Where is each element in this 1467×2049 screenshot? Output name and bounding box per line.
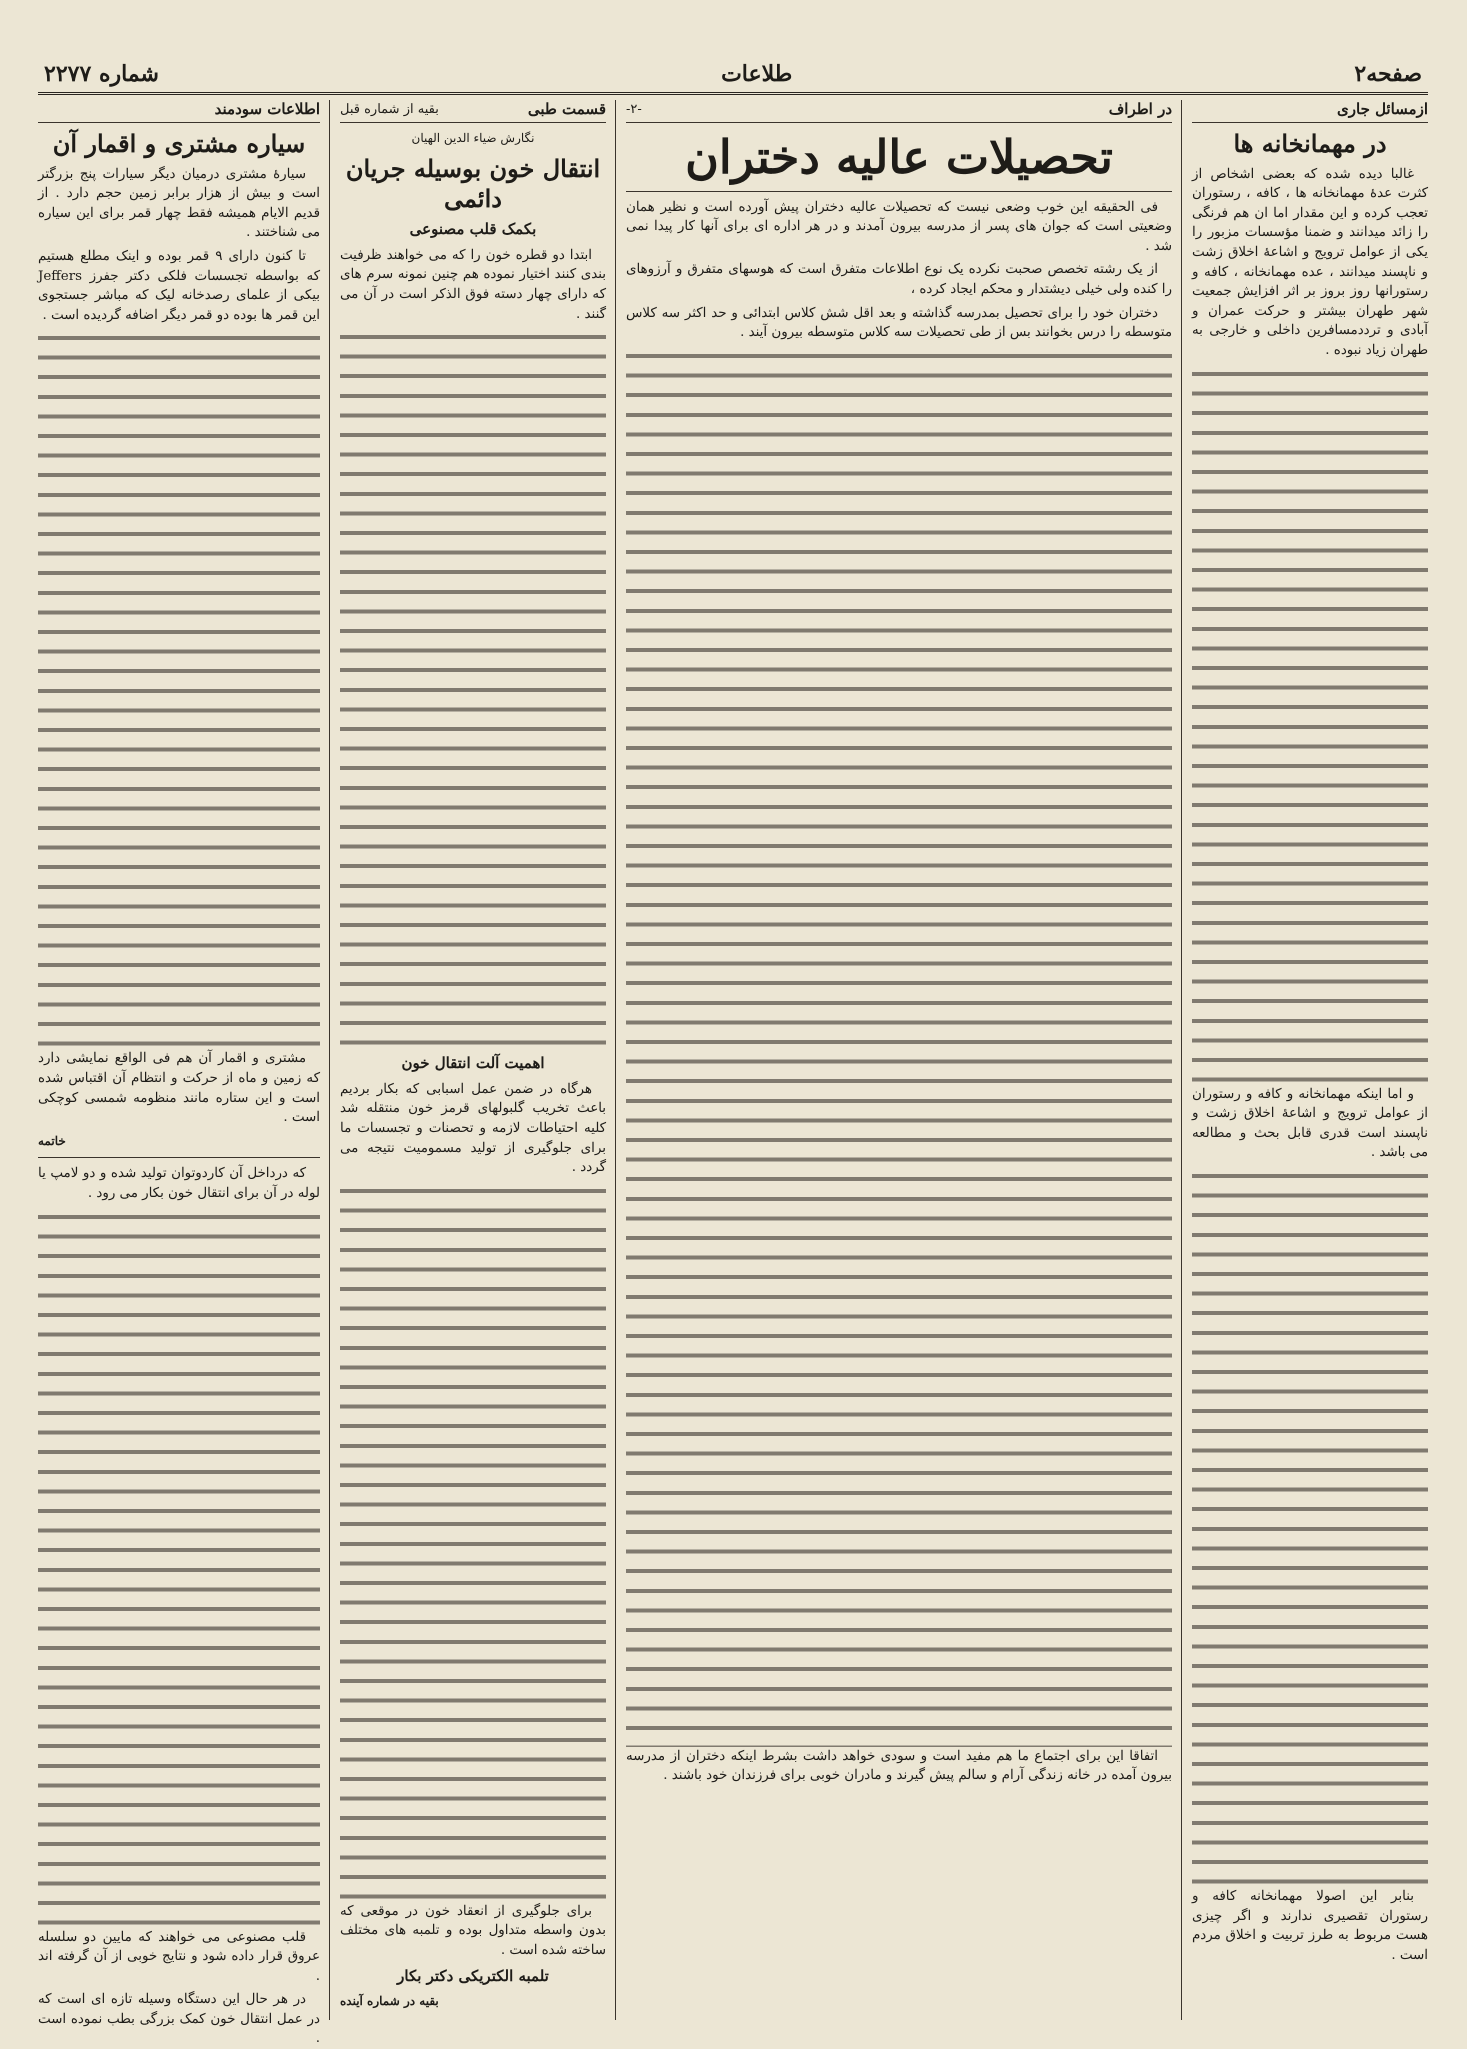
column-divider [1181,100,1182,2020]
newspaper-page [38,56,1428,2047]
article-paragraph: اتفاقا این برای اجتماع ما هم مفید است و سودی خواهد داشت بشرط اینکه دختران از مدرسه بیرون آمده در خانه زندگی آرام و سالم پیش گیرند و مادران خوبی برای فرزندان خود باشند . [626,1748,1172,1784]
article-title-jupiter: سیاره مشتری و اقمار آن [52,128,306,158]
column-girls-education [626,100,1172,2020]
article-paragraph: ابتدا دو قطره خون را که می خواهند ظرفیت بندی کنند اختیار نموده هم چنین نمونه سرم های که دارای چهار دسته فوق الذکر است در آن می گنند . [340,247,606,322]
article-body-text [38,1208,320,1928]
article-paragraph: در هر حال این دستگاه وسیله تازه ای است که در عمل انتقال خون کمک بزرگی بطب نموده است . [38,1992,320,2047]
article-title-girls-education: تحصیلات عالیه دختران [685,129,1113,184]
article-paragraph: و اما اینکه مهمانخانه و کافه و رستوران از عوامل ترویج و اشاعهٔ اخلاق زشت و ناپسند است قدری قابل بحث و مطالعه می باشد . [1192,1086,1428,1161]
column-divider [615,100,616,2020]
article-paragraph: برای جلوگیری از انعقاد خون در موقعی که بدون واسطه متداول بوده و تلمبه های مختلف ساخته شده است . [340,1903,606,1958]
article-subheading: تلمبه الکتریکی دکتر بکار [397,1966,549,1985]
article-paragraph: غالبا دیده شده که بعضی اشخاص از کثرت عدهٔ مهمانخانه ها ، کافه ، رستوران تعجب کرده و این مقدار اما ان هم فرنگی را زائد میدانند و ضمنا مؤسسات مزبور را یکی از عوامل ترویج و اشاعهٔ اخلاق زشت و ناپسند میدانند ، عده مهمانخانه ، کافه و رستورانها روز بروز بر اثر افزایش جمعیت شهر طهران بیشتر و حرکت عمران و آبادی و ترددمسافرین داخلی و خارجی به طهران زیاد نبوده . [1192,166,1428,358]
column-kicker: ازمسائل جاری [1192,100,1428,123]
column-kicker: اطلاعات سودمند [38,100,320,123]
article-subheading: اهمیت آلت انتقال خون [401,1054,545,1073]
column-medical [340,100,606,2020]
article-paragraph: که درداخل آن کاردوتوان تولید شده و دو لامپ یا لوله در آن برای انتقال خون بکار می رود . [38,1166,320,1201]
page-number: صفحه۲ [1354,61,1422,87]
article-body-text [340,1182,606,1902]
article-body-text [340,328,606,1048]
article-body-text [38,329,320,1049]
article-end: خاتمه [38,1133,66,1148]
paper-name: طلاعات [721,61,793,87]
column-kicker: در اطراف -۲- [626,100,1172,123]
article-paragraph: قلب مصنوعی می خواهند که مایین دو سلسله عروق قرار داده شود و نتایج خوبی از آن گرفته اند . [38,1929,320,1984]
article-continued: بقیه در شماره آینده [340,1994,439,2009]
masthead [38,56,1428,95]
article-author: نگارش ضیاء الدین الهیان [411,130,535,145]
article-paragraph: هرگاه در ضمن عمل اسبابی که بکار بردیم باعث تخریب گلبولهای قرمز خون منتقله شد کلیه احتیاطات لازمه و تحصنات و تجسسات ما برای جلوگیری از تولید مسمومیت نتیجه می گردد . [340,1081,606,1176]
issue-number: شماره ۲۲۷۷ [44,61,159,87]
article-paragraph: بنابر این اصولا مهمانخانه کافه و رستوران تقصیری ندارند و اگر چیزی هست مربوط به طرز تربیت و اخلاق مردم است . [1192,1888,1428,1963]
divider [626,191,1172,192]
article-subheading: بکمک قلب مصنوعی [409,220,537,239]
article-paragraph: دختران خود را برای تحصیل بمدرسه گذاشته و بعد اقل شش کلاس ابتدائی و حد اکثر سه کلاس متوسطه را درس بخوانند بس از طی تحصیلات سه کلاس متوسطه بیرون آیند . [626,305,1172,341]
column-kicker: قسمت طبی بقیه از شماره قبل [340,100,606,123]
column-divider [329,100,330,2020]
article-body-text [1192,365,1428,1085]
article-paragraph: سیارهٔ مشتری درمیان دیگر سیارات پنج بزرگتر است و بیش از هزار برابر زمین حجم دارد . از قدیم الایام همیشه فقط چهار قمر برای این سیاره می شناختند . [38,166,320,241]
article-body-text [1192,1167,1428,1887]
article-body-text [626,347,1172,1747]
divider [38,1157,320,1158]
article-paragraph: تا کنون دارای ۹ قمر بوده و اینک مطلع هستیم که بواسطه تجسسات فلکی دکتر جفرز Jeffers بیکی از علمای رصدخانه لیک که مباشر جستجوی این قمر ها بوده دو قمر دیگر اضافه گردیده است . [38,248,320,323]
article-paragraph: از یک رشته تخصص صحبت نکرده یک نوع اطلاعات متفرق است که هوسهای متفرق و آرزوهای را کنده ولی خیلی دیشتدار و محکم ایجاد کرده ، [626,262,1172,297]
article-paragraph: فی الحقیقه این خوب وضعی نیست که تحصیلات عالیه دختران پیش آورده است و نظیر همان وضعیتی است که جوان های پسر از مدرسه بیرون آمدند و در هر اداره ای برای آنها کار پیدا نمی شد . [626,199,1172,254]
column-hotels [1192,100,1428,2020]
article-paragraph: مشتری و اقمار آن هم فی الواقع نمایشی دارد که زمین و ماه از حرکت و انتظام آن اقتباس شده است و این ستاره مانند منظومه شمسی کوچکی است . [38,1051,320,1126]
column-jupiter [38,100,320,2047]
article-title-hotels: در مهمانخانه ها [1233,128,1387,158]
article-title-blood-transfusion: انتقال خون بوسیله جریان دائمی [345,154,601,214]
